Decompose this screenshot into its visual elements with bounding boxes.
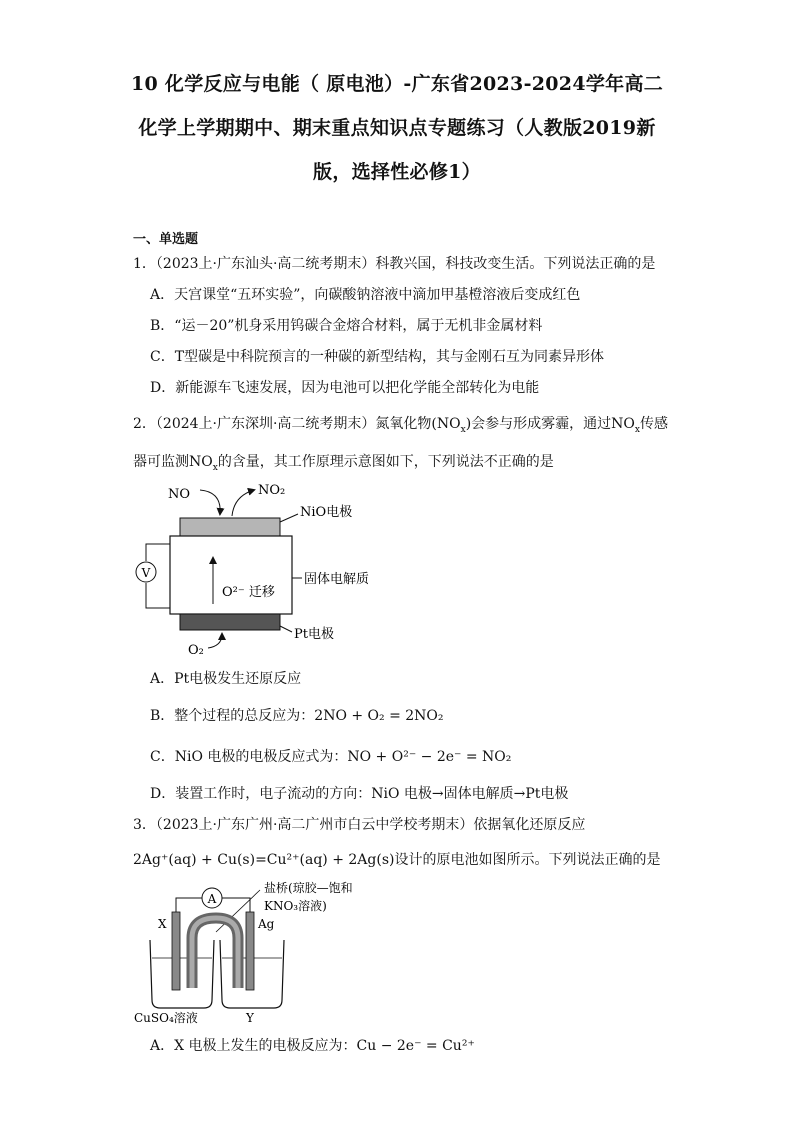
no-label: NO <box>168 487 191 502</box>
salt-bridge-label-2: KNO₃溶液) <box>264 899 327 913</box>
ag-electrode <box>246 912 254 990</box>
solid-electrolyte <box>170 536 292 614</box>
pt-electrode-label: Pt电极 <box>294 627 334 642</box>
nio-electrode-label: NiO电极 <box>300 505 353 520</box>
q2-option-a: A．Pt电极发生还原反应 <box>150 671 302 687</box>
salt-bridge-label: 盐桥(琼胶—饱和 <box>264 881 353 895</box>
q1-option-d: D．新能源车飞速发展，因为电池可以把化学能全部转化为电能 <box>150 380 540 396</box>
nox-sensor-diagram <box>130 478 400 663</box>
q3-stem-line-2: 2Ag⁺(aq) + Cu(s)=Cu²⁺(aq) + 2Ag(s)设计的原电池如图所示。下列说法正确的是 <box>133 852 661 868</box>
section-heading: 一、单选题 <box>133 232 199 247</box>
electrolyte-label: 固体电解质 <box>304 572 370 587</box>
x-label: X <box>158 917 167 931</box>
pt-electrode <box>180 614 280 630</box>
title-line-2: 化学上学期期中、期末重点知识点专题练习（人教版2019新 <box>138 117 656 139</box>
no2-label: NO₂ <box>258 483 286 498</box>
q2-option-c: C．NiO 电极的电极反应式为：NO + O²⁻ − 2e⁻ = NO₂ <box>150 749 512 765</box>
left-beaker <box>150 940 214 1008</box>
migration-label: O²⁻ 迁移 <box>222 585 275 600</box>
y-label: Y <box>246 1011 254 1025</box>
ag-label: Ag <box>258 917 275 931</box>
q1-stem: 1．（2023上·广东汕头·高二统考期末）科教兴国，科技改变生活。下列说法正确的是 <box>133 256 656 272</box>
title-line-1: 10 化学反应与电能（ 原电池）-广东省2023-2024学年高二 <box>130 73 664 95</box>
q1-option-c: C．T型碳是中科院预言的一种碳的新型结构，其与金刚石互为同素异形体 <box>150 349 605 365</box>
q2-option-d: D．装置工作时，电子流动的方向：NiO 电极→固体电解质→Pt电极 <box>150 786 569 802</box>
q2-stem-line-1: 2．（2024上·广东深圳·高二统考期末）氮氧化物$(NO_x)$会参与形成雾霾，通过$NO_x$传感 <box>133 416 668 435</box>
q2-stem-line-2: 器可监测$NO_x$的含量，其工作原理示意图如下，下列说法不正确的是 <box>133 454 554 473</box>
o2-label: O₂ <box>188 643 204 658</box>
title-line-3: 版，选择性必修1） <box>313 161 481 183</box>
galvanic-cell-diagram <box>130 878 410 1026</box>
q1-option-b: B．“运－20”机身采用钨碳合金熔合材料，属于无机非金属材料 <box>150 318 543 334</box>
q3-option-a: A．X 电极上发生的电极反应为：Cu − 2e⁻ = Cu²⁺ <box>150 1038 475 1054</box>
q1-option-a: A．天宫课堂“五环实验”，向碳酸钠溶液中滴加甲基橙溶液后变成红色 <box>150 287 581 303</box>
voltmeter-label: V <box>141 566 151 580</box>
ammeter-label: A <box>207 892 217 906</box>
salt-bridge <box>192 918 238 988</box>
nio-electrode <box>180 518 280 536</box>
cuso4-label: CuSO₄溶液 <box>134 1011 198 1025</box>
q3-stem-line-1: 3．（2023上·广东广州·高二广州市白云中学校考期末）依据氧化还原反应 <box>133 817 586 833</box>
q2-option-b: B．整个过程的总反应为：2NO + O₂ = 2NO₂ <box>150 708 444 724</box>
x-electrode <box>172 912 180 990</box>
